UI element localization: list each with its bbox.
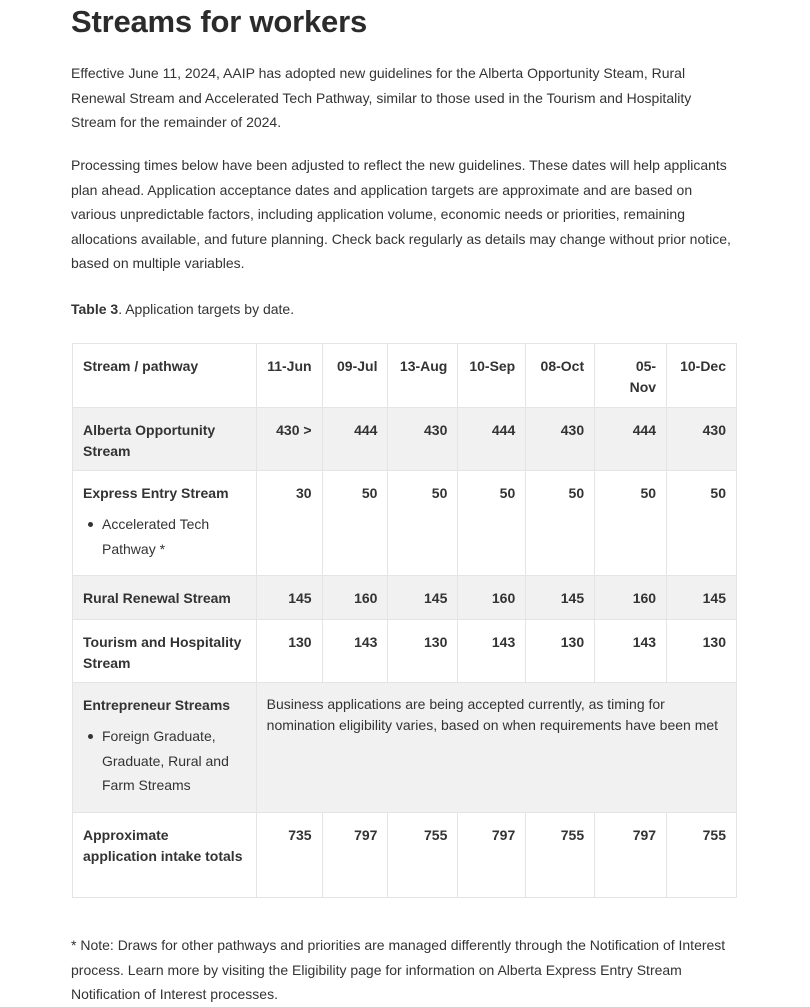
column-header-date: 08-Oct [526,344,595,408]
target-value: 130 [388,620,458,683]
table-header-row [73,344,737,408]
column-header-date: 13-Aug [388,344,458,408]
entrepreneur-note: Business applications are being accepted currently, as timing for nomination eligibility varies, based on when requirements have been met [256,683,736,813]
sub-pathway-item: Foreign Graduate, Graduate, Rural and Farm Streams [102,724,246,798]
table-row-alberta-opportunity [73,408,737,471]
target-value: 430 > [256,408,322,471]
total-value: 755 [667,813,737,898]
table-row-entrepreneur [73,683,737,813]
target-value: 444 [458,408,526,471]
stream-name: Tourism and Hospitality Stream [73,620,257,683]
target-value: 143 [595,620,667,683]
target-value: 50 [595,471,667,576]
target-value: 130 [256,620,322,683]
column-header-stream: Stream / pathway [73,344,257,408]
column-header-date: 05-Nov [595,344,667,408]
processing-paragraph: Processing times below have been adjusted to reflect the new guidelines. These dates will help applicants plan ahead. Application acceptance dates and application targets are approximate and are based on various unpredictable factors, including application volume, economic needs or priorities, remaining allocations available, and future planning. Check back regularly as details may change without prior notice, based on multiple variables. [71,157,731,271]
column-header-date: 09-Jul [322,344,388,408]
total-value: 797 [595,813,667,898]
total-value: 755 [388,813,458,898]
target-value: 130 [667,620,737,683]
page-title: Streams for workers [71,4,367,39]
page-content [71,0,741,1002]
stream-cell [73,683,257,813]
target-value: 160 [595,576,667,620]
target-value: 30 [256,471,322,576]
stream-cell [73,471,257,576]
target-value: 50 [667,471,737,576]
table-caption-text: . Application targets by date. [118,301,295,317]
table-row-tourism-hospitality [73,620,737,683]
sub-pathway-item: Accelerated Tech Pathway * [102,512,246,561]
total-value: 735 [256,813,322,898]
target-value: 145 [667,576,737,620]
stream-name: Approximate application intake totals [73,813,257,898]
application-targets-table [72,343,737,898]
target-value: 130 [526,620,595,683]
target-value: 145 [256,576,322,620]
target-value: 145 [388,576,458,620]
sub-pathway-list [83,724,246,798]
footnote: * Note: Draws for other pathways and priorities are managed differently through the Notification of Interest process. Learn more by visiting the Eligibility page for information on Alberta Express Entry Stream Notification of Interest processes. [71,937,726,1002]
target-value: 50 [458,471,526,576]
target-value: 145 [526,576,595,620]
target-value: 50 [322,471,388,576]
target-value: 160 [322,576,388,620]
sub-pathway-list [83,512,246,561]
target-value: 50 [388,471,458,576]
total-value: 755 [526,813,595,898]
target-value: 430 [667,408,737,471]
table-row-totals [73,813,737,898]
stream-name: Entrepreneur Streams [83,697,231,713]
target-value: 444 [322,408,388,471]
column-header-date: 11-Jun [256,344,322,408]
target-value: 430 [526,408,595,471]
target-value: 430 [388,408,458,471]
total-value: 797 [322,813,388,898]
table-row-express-entry [73,471,737,576]
stream-name: Alberta Opportunity Stream [73,408,257,471]
table-caption [71,297,294,321]
column-header-date: 10-Sep [458,344,526,408]
table-caption-label: Table 3 [71,301,119,317]
stream-name: Express Entry Stream [83,485,229,501]
stream-name: Rural Renewal Stream [73,576,257,620]
column-header-date: 10-Dec [667,344,737,408]
intro-paragraph: Effective June 11, 2024, AAIP has adopted new guidelines for the Alberta Opportunity Steam, Rural Renewal Stream and Accelerated Tech Pathway, similar to those used in the Tourism and Hospitality Stream for the remainder of 2024. [71,65,692,130]
target-value: 143 [322,620,388,683]
total-value: 797 [458,813,526,898]
target-value: 444 [595,408,667,471]
table-row-rural-renewal [73,576,737,620]
target-value: 50 [526,471,595,576]
target-value: 160 [458,576,526,620]
target-value: 143 [458,620,526,683]
